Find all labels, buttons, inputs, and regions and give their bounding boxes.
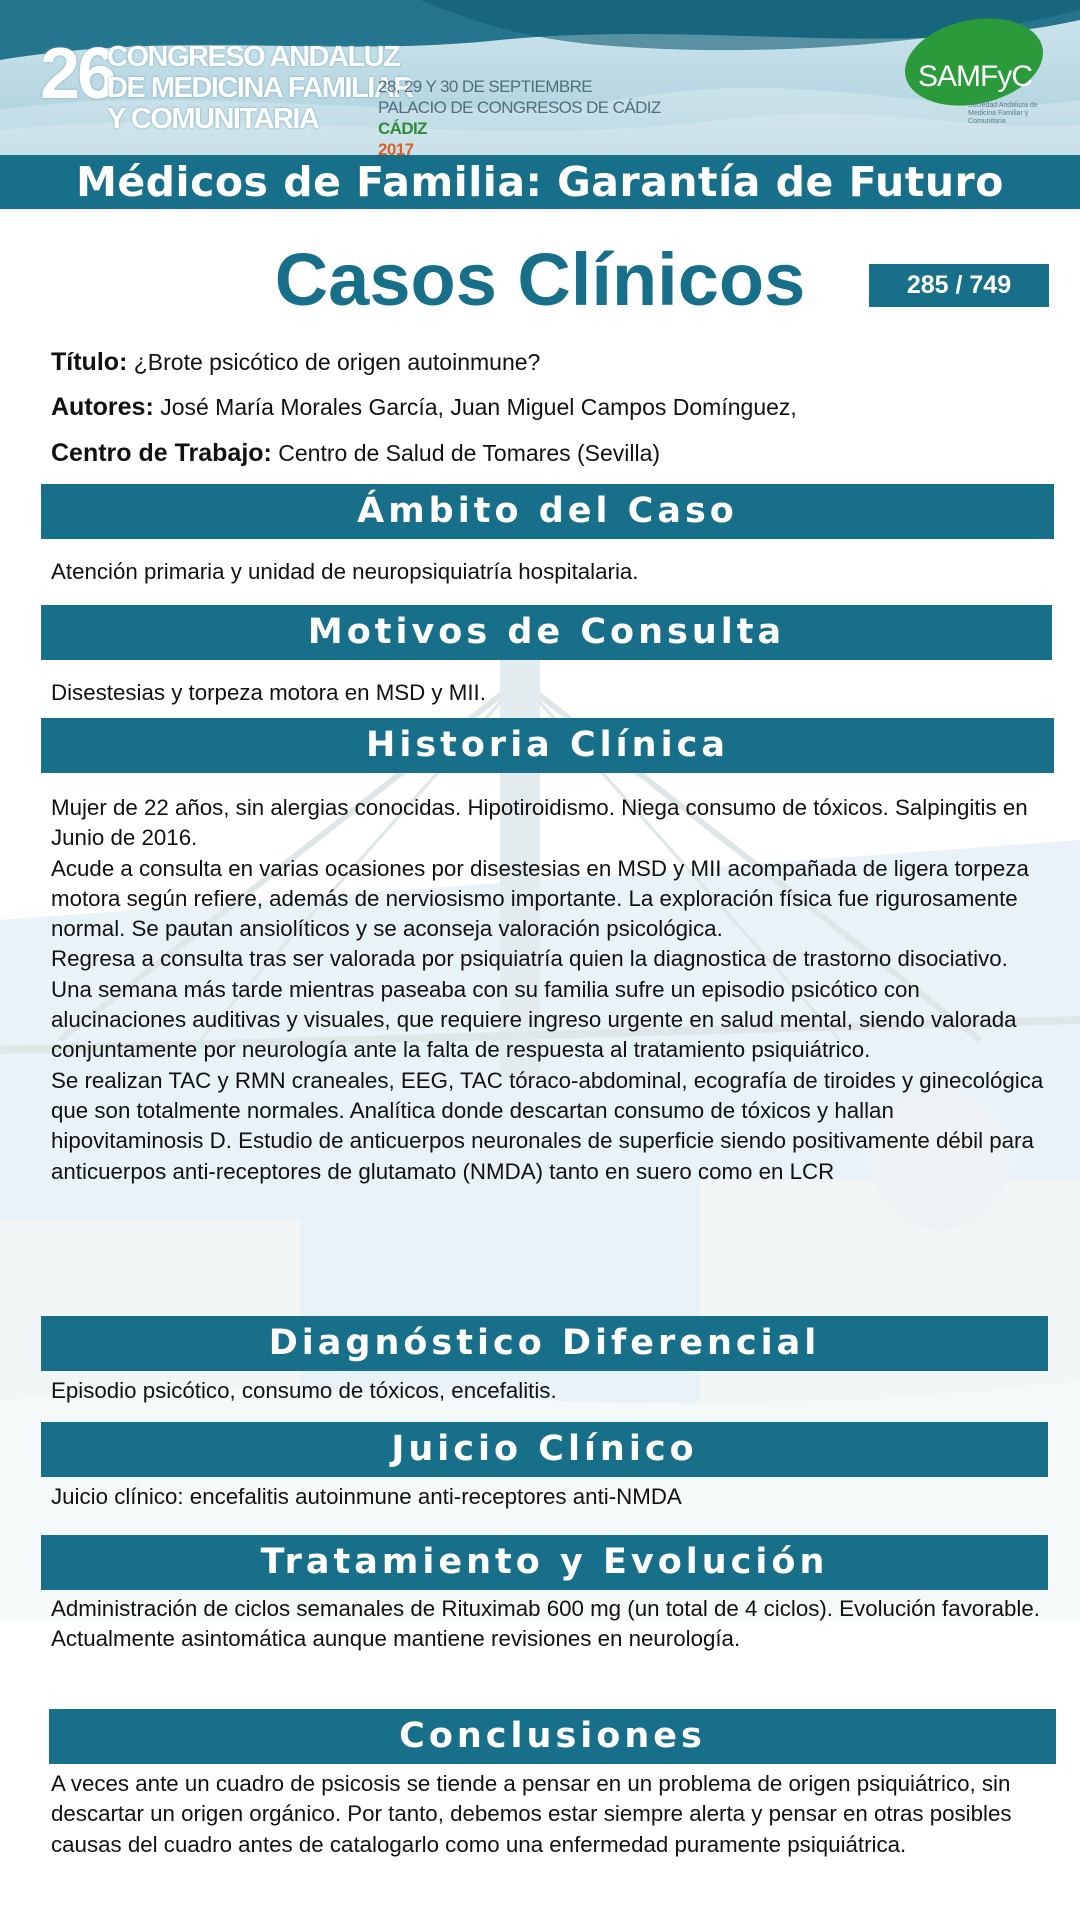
authors-value: José María Morales García, Juan Miguel Campos Domínguez,: [160, 394, 797, 420]
paragraph: A veces ante un cuadro de psicosis se tiende a pensar en un problema de origen psiquiátrico, sin descartar un origen orgánico. Por tanto, debemos estar siempre alerta y pensar en otras posibles causas del cuadro antes de catalogarlo como una enfermedad puramente psiquiátrica.: [51, 1771, 1012, 1857]
paragraph: Juicio clínico: encefalitis autoinmune anti-receptores anti-NMDA: [51, 1484, 682, 1509]
section-text-motivos: [51, 678, 1051, 708]
section-text-diagnostico: [51, 1376, 1051, 1406]
paragraph: Episodio psicótico, consumo de tóxicos, encefalitis.: [51, 1378, 557, 1403]
paragraph: Mujer de 22 años, sin alergias conocidas. Hipotiroidismo. Niega consumo de tóxicos. Salpingitis en Junio de 2016.: [51, 795, 1028, 851]
congress-dates: [378, 76, 661, 155]
paragraph: Disestesias y torpeza motora en MSD y MII.: [51, 680, 486, 705]
paragraph: Acude a consulta en varias ocasiones por disestesias en MSD y MII acompañada de ligera torpeza motora según refiere, además de nerviosismo importante. La exploración física fue rigurosamente normal. Se pautan ansiolíticos y se aconseja valoración psicológica.: [51, 855, 1029, 942]
logo-subtitle: Sociedad Andaluza de Medicina Familiar y Comunitaria: [968, 102, 1038, 125]
section-text-juicio: [51, 1482, 1051, 1512]
paragraph: Administración de ciclos semanales de Rituximab 600 mg (un total de 4 ciclos). Evolución favorable. Actualmente asintomática aunque mantiene revisiones en neurología.: [51, 1596, 1040, 1652]
section-header-ambito: Ámbito del Caso: [41, 484, 1054, 539]
paragraph: Una semana más tarde mientras paseaba con su familia sufre un episodio psicótico con alucinaciones auditivas y visuales, que requiere ingreso urgente en salud mental, siendo valorada conjuntamente por neurología ante la falta de respuesta al tratamiento psiquiátrico.: [51, 976, 1017, 1063]
congress-title-line-1: CONGRESO ANDALUZ: [107, 41, 400, 73]
logo-text: SAMFyC: [918, 60, 1032, 93]
section-text-tratamiento: [51, 1594, 1051, 1655]
section-header-juicio: Juicio Clínico: [41, 1422, 1048, 1477]
congress-banner: [0, 0, 1080, 155]
authors-line: [51, 392, 797, 422]
section-text-historia: [51, 793, 1051, 1187]
paragraph: Se realizan TAC y RMN craneales, EEG, TAC tóraco-abdominal, ecografía de tiroides y ginecológica que son totalmente normales. Analítica donde descartan consumo de tóxicos y hallan hipovitaminosis D. Estudio de anticuerpos neuronales de superficie siendo positivamente débil para anticuerpos anti-receptores de glutamato (NMDA) tanto en suero como en LCR: [51, 1067, 1044, 1184]
section-header-tratamiento: Tratamiento y Evolución: [41, 1535, 1048, 1590]
congress-date-range: 28, 29 Y 30 DE SEPTIEMBRE: [378, 77, 592, 96]
case-title-value: ¿Brote psicótico de origen autoinmune?: [133, 349, 541, 375]
congress-year: 2017: [378, 140, 414, 155]
paragraph: Atención primaria y unidad de neuropsiquiatría hospitalaria.: [51, 559, 639, 584]
slogan-bar: Médicos de Familia: Garantía de Futuro: [0, 155, 1080, 209]
section-text-conclusiones: [51, 1769, 1051, 1860]
congress-title-line-2: DE MEDICINA FAMILIAR: [107, 72, 413, 104]
case-title-line: [51, 347, 540, 377]
workplace-value: Centro de Salud de Tomares (Sevilla): [278, 440, 661, 466]
workplace-line: [51, 438, 660, 468]
congress-city: CÁDIZ: [378, 119, 427, 138]
page-title: Casos Clínicos: [274, 238, 806, 321]
section-text-ambito: [51, 557, 1051, 587]
page-counter-badge: 285 / 749: [869, 264, 1049, 307]
congress-number: 26: [40, 34, 115, 114]
case-title-label: Título:: [51, 348, 128, 376]
section-header-motivos: Motivos de Consulta: [41, 605, 1052, 660]
paragraph: Regresa a consulta tras ser valorada por psiquiatría quien la diagnostica de trastorno disociativo.: [51, 946, 1008, 972]
congress-venue: PALACIO DE CONGRESOS DE CÁDIZ: [378, 98, 661, 117]
section-header-conclusiones: Conclusiones: [49, 1709, 1056, 1764]
congress-city-year: [378, 118, 661, 155]
congress-title-line-3: Y COMUNITARIA: [107, 103, 319, 135]
workplace-label: Centro de Trabajo:: [51, 439, 272, 467]
authors-label: Autores:: [51, 393, 154, 421]
section-header-diagnostico: Diagnóstico Diferencial: [41, 1316, 1048, 1371]
samfyc-logo: [904, 20, 1044, 140]
section-header-historia: Historia Clínica: [41, 718, 1054, 773]
